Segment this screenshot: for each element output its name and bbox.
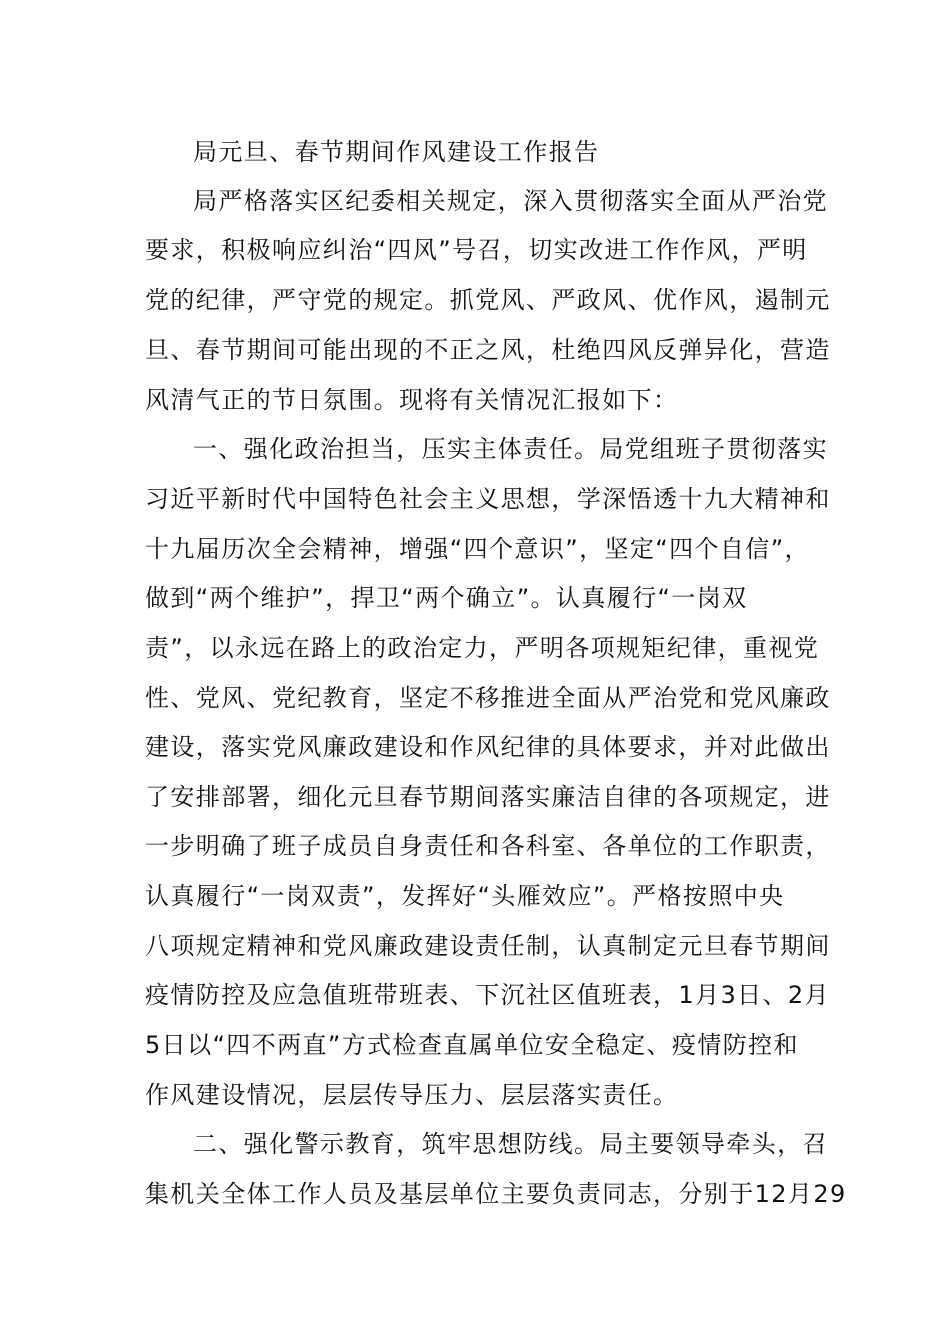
paragraph-line: 疫情防控及应急值班带班表、下沉社区值班表，1月3日、2月 — [145, 981, 831, 1009]
paragraph-line: 认真履行“一岗双责”，发挥好“头雁效应”。严格按照中央 — [145, 882, 785, 910]
paragraph-line: 建设，落实党风廉政建设和作风纪律的具体要求，并对此做出 — [145, 733, 831, 761]
document-title: 局元旦、春节期间作风建设工作报告 — [193, 138, 600, 166]
paragraph-line: 一、强化政治担当，压实主体责任。局党组班子贯彻落实 — [193, 435, 828, 463]
paragraph-line: 习近平新时代中国特色社会主义思想，学深悟透十九大精神和 — [145, 485, 831, 513]
paragraph-line: 性、党风、党纪教育，坚定不移推进全面从严治党和党风廉政 — [145, 684, 831, 712]
paragraph-line: 5日以“四不两直”方式检查直属单位安全稳定、疫情防控和 — [145, 1031, 799, 1059]
paragraph-line: 党的纪律，严守党的规定。抓党风、严政风、优作风，遏制元 — [145, 286, 831, 314]
paragraph-line: 作风建设情况，层层传导压力、层层落实责任。 — [145, 1081, 679, 1109]
paragraph-line: 旦、春节期间可能出现的不正之风，杜绝四风反弹异化，营造 — [145, 336, 831, 364]
paragraph-line: 风清气正的节日氛围。现将有关情况汇报如下： — [145, 386, 679, 414]
paragraph-line: 要求，积极响应纠治“四风”号召，切实改进工作作风，严明 — [145, 236, 808, 264]
paragraph-line: 了安排部署，细化元旦春节期间落实廉洁自律的各项规定，进 — [145, 783, 831, 811]
paragraph-line: 二、强化警示教育，筑牢思想防线。局主要领导牵头，召 — [193, 1130, 828, 1158]
paragraph-line: 八项规定精神和党风廉政建设责任制，认真制定元旦春节期间 — [145, 932, 831, 960]
paragraph-line: 责”，以永远在路上的政治定力，严明各项规矩纪律，重视党 — [145, 634, 820, 662]
paragraph-line: 做到“两个维护”，捍卫“两个确立”。认真履行“一岗双 — [145, 584, 748, 612]
paragraph-line: 一步明确了班子成员自身责任和各科室、各单位的工作职责， — [145, 832, 831, 860]
paragraph-line: 十九届历次全会精神，增强“四个意识”，坚定“四个自信”， — [145, 535, 810, 563]
paragraph-line: 集机关全体工作人员及基层单位主要负责同志，分别于12月29 — [145, 1180, 847, 1208]
paragraph-line: 局严格落实区纪委相关规定，深入贯彻落实全面从严治党 — [193, 187, 828, 215]
